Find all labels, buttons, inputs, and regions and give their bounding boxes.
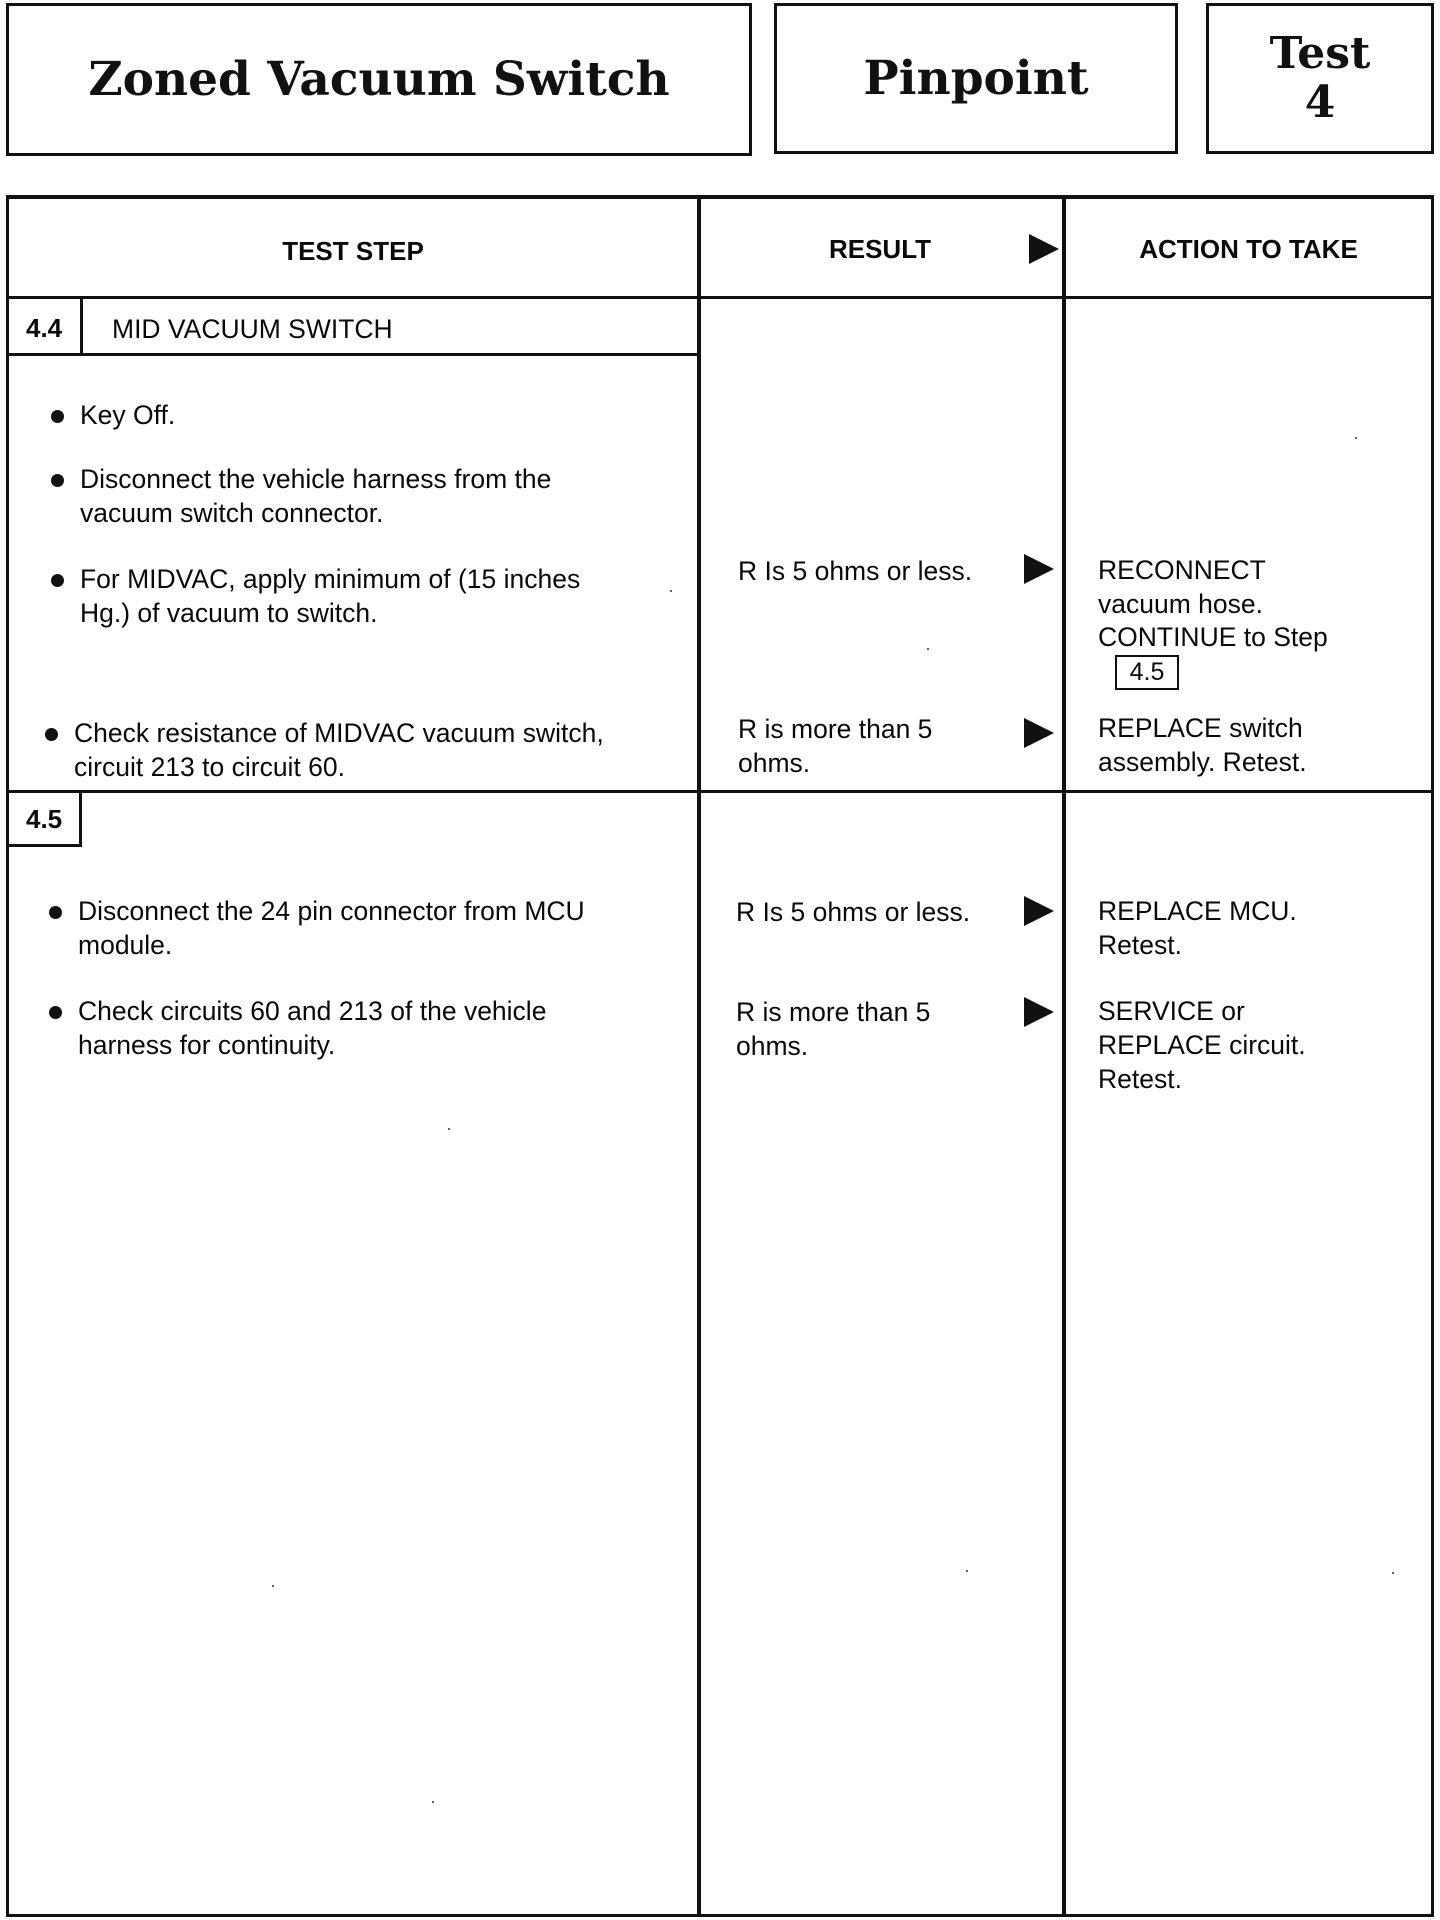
header-test-box [1206, 3, 1434, 154]
instruction-line: Check circuits 60 and 213 of the vehicle [78, 996, 547, 1026]
column-header-test-step: TEST STEP [282, 236, 424, 266]
step-reference-4-5[interactable]: 4.5 [1115, 655, 1179, 690]
header-category-box [774, 3, 1178, 154]
result-text: ohms. [736, 1031, 809, 1061]
step-title-underline [6, 353, 698, 356]
instruction-line: harness for continuity. [78, 1030, 336, 1060]
scan-speck [272, 1585, 274, 1587]
test-number: 4 [1304, 76, 1336, 128]
arrow-right-icon [1024, 554, 1054, 584]
scan-speck [432, 1801, 434, 1803]
instruction-line: Key Off. [80, 400, 176, 430]
action-text: RECONNECT [1098, 555, 1266, 585]
bullet-icon [45, 728, 58, 741]
bullet-icon [51, 474, 64, 487]
bullet-icon [49, 1006, 62, 1019]
header-title-box [6, 3, 752, 156]
test-label: Test [1269, 28, 1371, 80]
scan-speck [670, 590, 672, 592]
table-top-border [6, 195, 1434, 199]
instruction-line: For MIDVAC, apply minimum of (15 inches [80, 564, 581, 594]
step-number-box-right [79, 791, 82, 847]
instruction-line: Check resistance of MIDVAC vacuum switch, [74, 718, 604, 748]
step-divider [6, 790, 1434, 793]
step-title: MID VACUUM SWITCH [112, 314, 393, 344]
action-text: CONTINUE to Step [1098, 622, 1328, 652]
scan-speck [966, 1570, 968, 1572]
action-text: SERVICE or [1098, 996, 1245, 1026]
result-text: R Is 5 ohms or less. [736, 897, 971, 927]
step-number: 4.4 [26, 313, 63, 343]
arrow-right-icon [1024, 718, 1054, 748]
instruction-line: module. [78, 930, 173, 960]
category-label: Pinpoint [863, 51, 1089, 106]
column-divider-1 [697, 195, 701, 1917]
page-title: Zoned Vacuum Switch [88, 52, 670, 107]
scan-speck [1355, 437, 1357, 439]
bullet-icon [51, 574, 64, 587]
step-number: 4.5 [26, 804, 63, 834]
column-divider-2 [1062, 195, 1066, 1917]
action-text: Retest. [1098, 930, 1182, 960]
action-text: assembly. Retest. [1098, 747, 1307, 777]
step-number-box-bottom [6, 844, 82, 847]
arrow-right-icon [1024, 997, 1054, 1027]
scan-speck [927, 648, 929, 650]
header-row-divider [6, 296, 1434, 299]
column-header-action: ACTION TO TAKE [1139, 234, 1358, 264]
arrow-right-icon [1029, 234, 1059, 264]
action-text: REPLACE circuit. [1098, 1030, 1306, 1060]
step-title-divider [80, 299, 83, 355]
table-bottom-border [6, 1914, 1434, 1917]
instruction-line: circuit 213 to circuit 60. [74, 752, 346, 782]
action-text: REPLACE switch [1098, 713, 1303, 743]
instruction-line: vacuum switch connector. [80, 498, 384, 528]
scan-speck [448, 1128, 450, 1130]
bullet-icon [49, 906, 62, 919]
action-text: Retest. [1098, 1064, 1182, 1094]
result-text: R is more than 5 [738, 714, 933, 744]
result-text: ohms. [738, 748, 811, 778]
action-text: vacuum hose. [1098, 589, 1263, 619]
arrow-right-icon [1024, 896, 1054, 926]
bullet-icon [51, 410, 64, 423]
table-left-border [6, 195, 9, 1917]
instruction-line: Hg.) of vacuum to switch. [80, 598, 378, 628]
instruction-line: Disconnect the vehicle harness from the [80, 464, 552, 494]
table-right-border [1431, 195, 1434, 1917]
result-text: R Is 5 ohms or less. [738, 556, 973, 586]
column-header-result: RESULT [828, 234, 932, 264]
instruction-line: Disconnect the 24 pin connector from MCU [78, 896, 585, 926]
scan-speck [1392, 1572, 1394, 1574]
action-text: REPLACE MCU. [1098, 896, 1297, 926]
result-text: R is more than 5 [736, 997, 931, 1027]
